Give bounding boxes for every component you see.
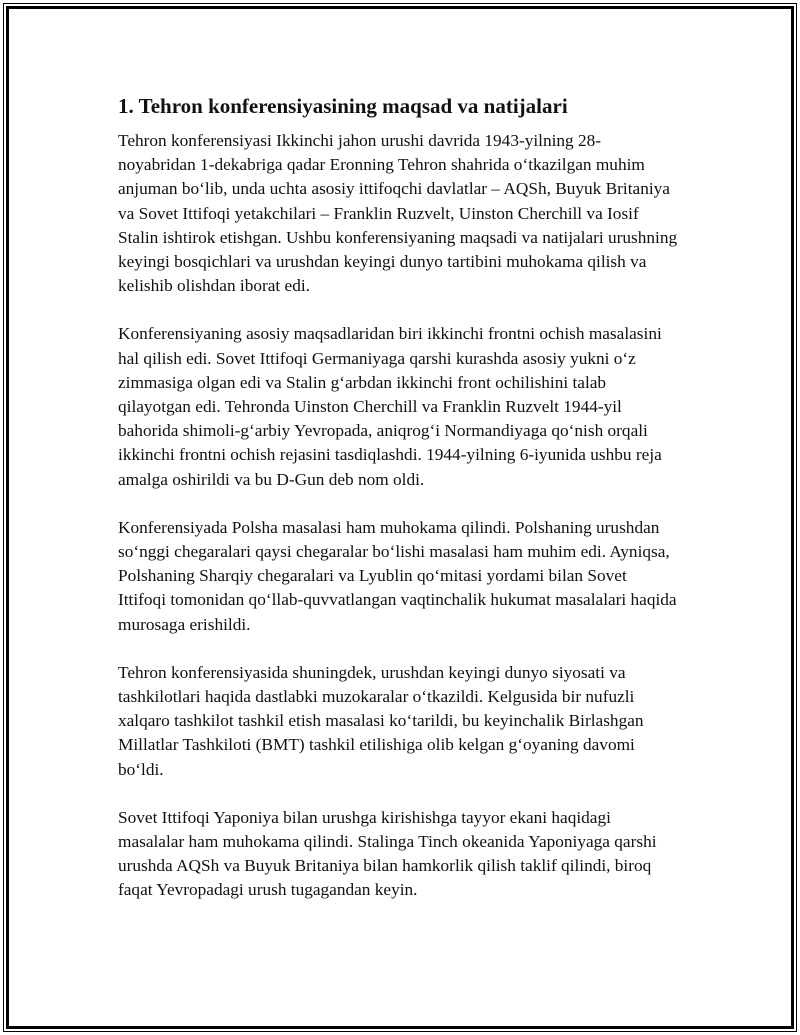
- document-title: 1. Tehron konferensiyasining maqsad va natijalari: [118, 94, 568, 118]
- paragraph-1: Tehron konferensiyasi Ikkinchi jahon urushi davrida 1943-yilning 28-noyabridan 1-dekabriga qadar Eronning Tehron shahrida o‘tkazilgan muhim anjuman bo‘lib, unda uchta asosiy ittifoqchi davlatlar – AQSh, Buyuk Britaniya va Sovet Ittifoqi yetakchilari – Franklin Ruzvelt, Uinston Cherchill va Iosif Stalin ishtirok etishgan. Ushbu konferensiyaning maqsadi va natijalari urushning keyingi bosqichlari va urushdan keyingi dunyo tartibini muhokama qilish va kelishib olishdan iborat edi.: [118, 131, 678, 296]
- paragraph-3: Konferensiyada Polsha masalasi ham muhokama qilindi. Polshaning urushdan so‘nggi chegaralari qaysi chegaralar bo‘lishi masalasi ham muhim edi. Ayniqsa, Polshaning Sharqiy chegaralari va Lyublin qo‘mitasi yordami bilan Sovet Ittifoqi tomonidan qo‘llab-quvvatlangan vaqtinchalik hukumat masalalari haqida murosaga erishildi.: [118, 517, 677, 634]
- paragraph-2: Konferensiyaning asosiy maqsadlaridan biri ikkinchi frontni ochish masalasini hal qilish edi. Sovet Ittifoqi Germaniyaga qarshi kurashda asosiy yukni o‘z zimmasiga olgan edi va Stalin g‘arbdan ikkinchi front ochilishini talab qilayotgan edi. Tehronda Uinston Cherchill va Franklin Ruzvelt 1944-yil bahorida shimoli-g‘arbiy Yevropada, aniqrog‘i Normandiyaga qo‘nish orqali ikkinchi frontni ochish rejasini tasdiqlashdi. 1944-yilning 6-iyunida ushbu reja amalga oshirildi va bu D-Gun deb nom oldi.: [118, 324, 662, 489]
- paragraph-5: Sovet Ittifoqi Yaponiya bilan urushga kirishishga tayyor ekani haqidagi masalalar ham muhokama qilindi. Stalinga Tinch okeanida Yaponiyaga qarshi urushda AQSh va Buyuk Britaniya bilan hamkorlik qilish taklif qilindi, biroq faqat Yevropadagi urush tugagandan keyin.: [118, 807, 657, 900]
- document-body: [118, 93, 678, 927]
- paragraph-4: Tehron konferensiyasida shuningdek, urushdan keyingi dunyo siyosati va tashkilotlari haqida dastlabki muzokaralar o‘tkazildi. Kelgusida bir nufuzli xalqaro tashkilot tashkil etish masalasi ko‘tarildi, bu keyinchalik Birlashgan Millatlar Tashkiloti (BMT) tashkil etilishiga olib kelgan g‘oyaning davomi bo‘ldi.: [118, 662, 644, 779]
